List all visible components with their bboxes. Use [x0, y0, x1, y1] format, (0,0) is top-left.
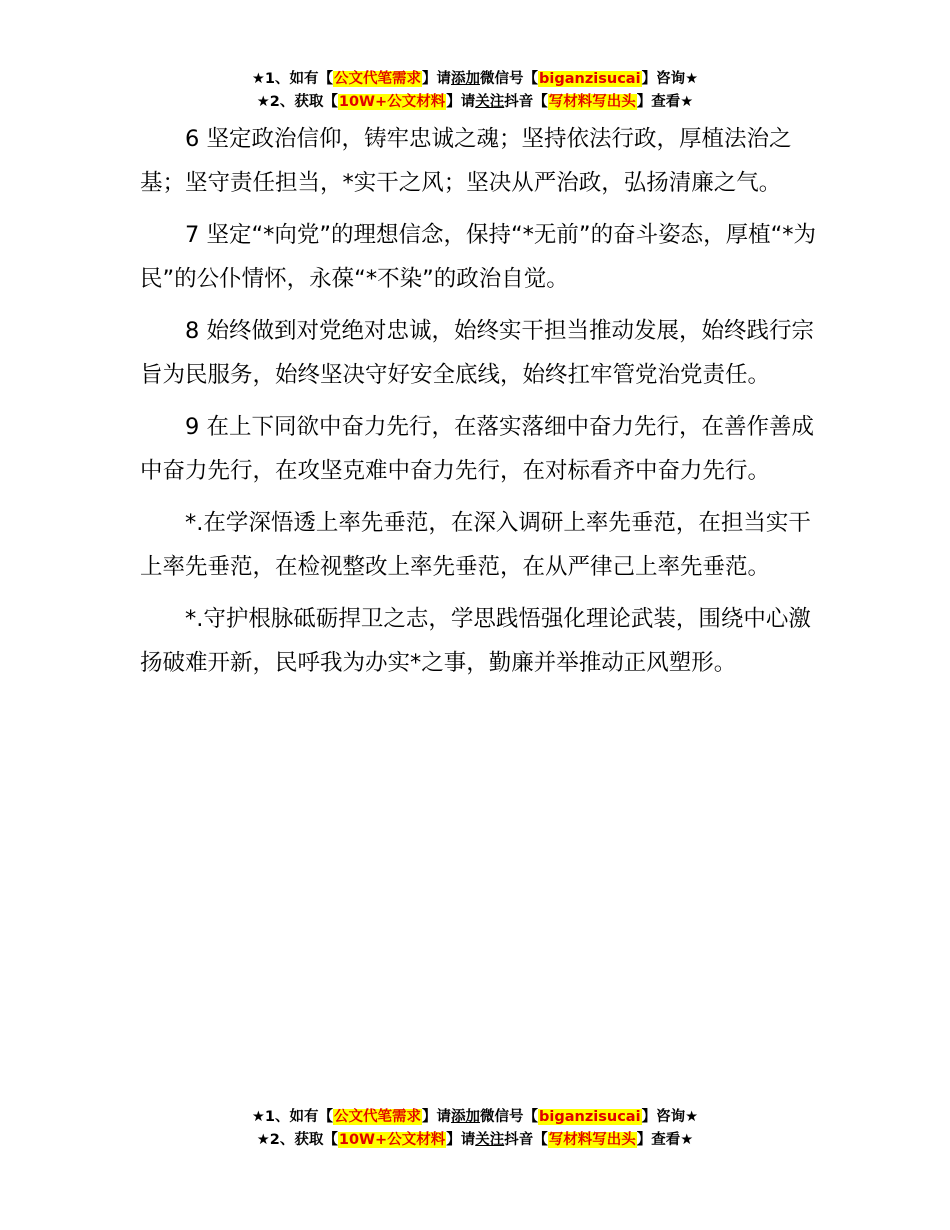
banner-text: 抖音【 [504, 1132, 548, 1148]
footer-line-1 [0, 1106, 950, 1129]
header-banner [0, 68, 950, 114]
banner-text: 】请 [422, 71, 452, 87]
banner-text: ★2、获取【 [256, 1132, 338, 1148]
highlight-wechat-id: biganzisucai [539, 1109, 641, 1125]
banner-line-1 [0, 68, 950, 91]
banner-line-2 [0, 91, 950, 114]
paragraph: *.在学深悟透上率先垂范，在深入调研上率先垂范，在担当实干上率先垂范，在检视整改上率先垂范，在从严律己上率先垂范。 [140, 510, 811, 580]
banner-text: 】咨询★ [641, 1109, 699, 1125]
highlight-materials: 10W+公文材料 [338, 1132, 446, 1148]
highlight-service: 公文代笔需求 [334, 1109, 422, 1125]
banner-text: ★1、如有【 [251, 1109, 334, 1125]
paragraph: 6 坚定政治信仰，铸牢忠诚之魂；坚持依法行政，厚植法治之基；坚守责任担当，*实干之风；坚决从严治政，弘扬清廉之气。 [140, 126, 792, 196]
banner-text: 微信号【 [480, 1109, 539, 1125]
highlight-materials: 10W+公文材料 [338, 94, 446, 110]
footer-line-2 [0, 1129, 950, 1152]
banner-text: ★1、如有【 [251, 71, 334, 87]
highlight-douyin-account: 写材料写出头 [548, 1132, 636, 1148]
banner-text: 】查看★ [636, 1132, 694, 1148]
banner-text: 】咨询★ [641, 71, 699, 87]
banner-text: 】请 [422, 1109, 452, 1125]
paragraph: 8 始终做到对党绝对忠诚，始终实干担当推动发展，始终践行宗旨为民服务，始终坚决守好安全底线，始终扛牢管党治党责任。 [140, 318, 814, 388]
highlight-wechat-id: biganzisucai [539, 71, 641, 87]
banner-text: ★2、获取【 [256, 94, 338, 110]
footer-banner [0, 1106, 950, 1152]
underlined-text: 添加 [451, 71, 481, 87]
underlined-text: 关注 [475, 1132, 505, 1148]
banner-text: 】请 [446, 94, 476, 110]
paragraph: *.守护根脉砥砺捍卫之志，学思践悟强化理论武装，围绕中心激扬破难开新，民呼我为办实*之事，勤廉并举推动正风塑形。 [140, 606, 811, 676]
document-body [140, 117, 828, 693]
highlight-douyin-account: 写材料写出头 [548, 94, 636, 110]
underlined-text: 添加 [451, 1109, 481, 1125]
paragraph: 9 在上下同欲中奋力先行，在落实落细中奋力先行，在善作善成中奋力先行，在攻坚克难中奋力先行，在对标看齐中奋力先行。 [140, 414, 814, 484]
paragraph: 7 坚定“*向党”的理想信念，保持“*无前”的奋斗姿态，厚植“*为民”的公仆情怀，永葆“*不染”的政治自觉。 [140, 222, 817, 292]
highlight-service: 公文代笔需求 [334, 71, 422, 87]
underlined-text: 关注 [475, 94, 505, 110]
banner-text: 】请 [446, 1132, 476, 1148]
banner-text: 微信号【 [480, 71, 539, 87]
banner-text: 】查看★ [636, 94, 694, 110]
banner-text: 抖音【 [504, 94, 548, 110]
